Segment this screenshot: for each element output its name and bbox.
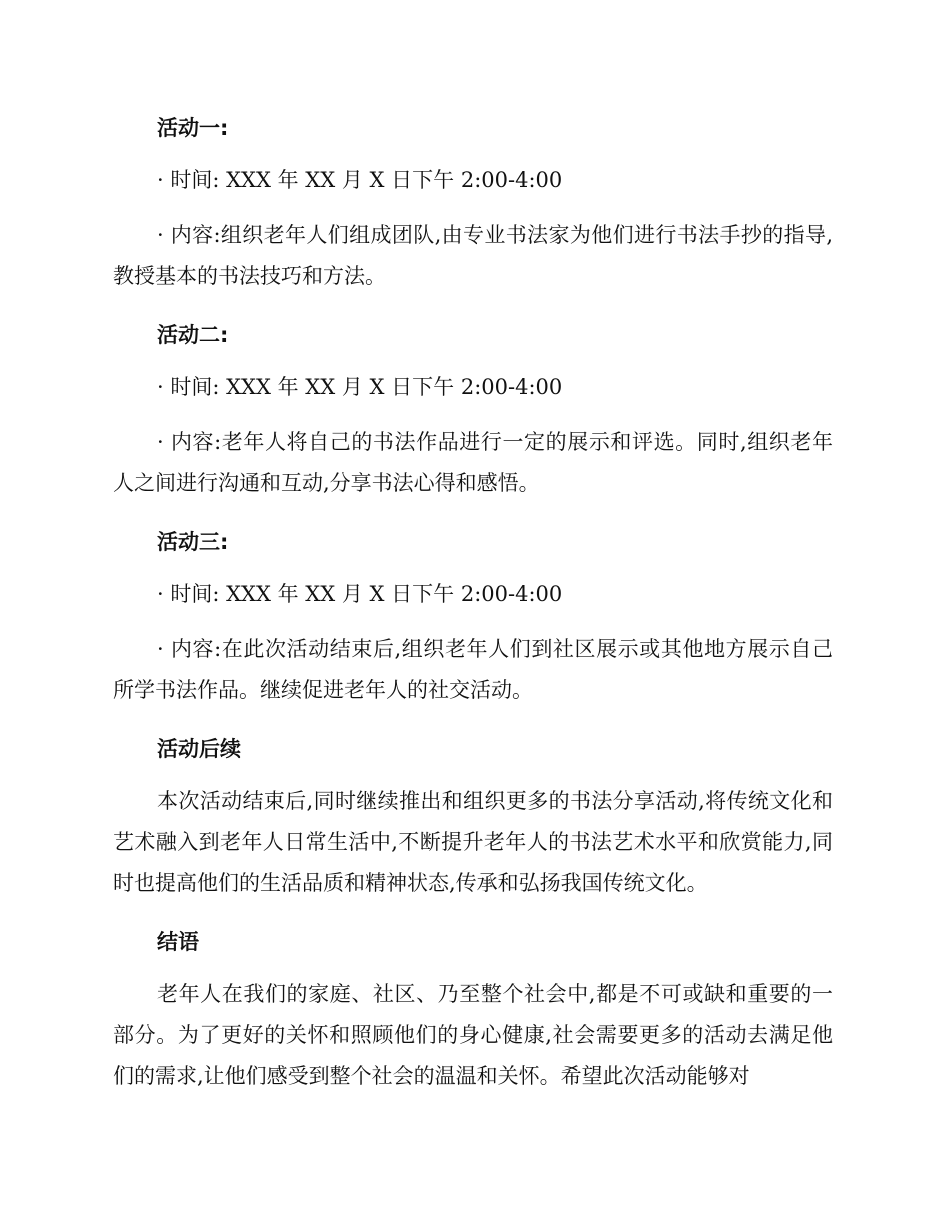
conclusion-body: 老年人在我们的家庭、社区、乃至整个社会中,都是不可或缺和重要的一部分。为了更好的关怀和照顾他们的身心健康,社会需要更多的活动去满足他们的需求,让他们感受到整个社会的温温和关怀。希望此次活动能够对: [113, 982, 833, 1088]
activity2-time: · 时间: XXX 年 XX 月 X 日下午 2:00-4:00: [157, 375, 563, 399]
activity1-time: · 时间: XXX 年 XX 月 X 日下午 2:00-4:00: [157, 168, 563, 192]
activity2-content: · 内容:老年人将自己的书法作品进行一定的展示和评选。同时,组织老年人之间进行沟通和互动,分享书法心得和感悟。: [113, 430, 833, 495]
conclusion-heading: 结语: [157, 930, 199, 954]
followup-heading: 活动后续: [157, 737, 241, 761]
activity1-content: · 内容:组织老年人们组成团队,由专业书法家为他们进行书法手抄的指导,教授基本的书法技巧和方法。: [113, 223, 833, 288]
followup-body: 本次活动结束后,同时继续推出和组织更多的书法分享活动,将传统文化和艺术融入到老年人日常生活中,不断提升老年人的书法艺术水平和欣赏能力,同时也提高他们的生活品质和精神状态,传承和弘扬我国传统文化。: [113, 789, 833, 895]
activity1-heading: 活动一:: [157, 116, 229, 140]
activity3-heading: 活动三:: [157, 530, 229, 554]
activity2-heading: 活动二:: [157, 323, 229, 347]
activity3-content: · 内容:在此次活动结束后,组织老年人们到社区展示或其他地方展示自己所学书法作品。继续促进老年人的社交活动。: [113, 637, 833, 702]
activity3-time: · 时间: XXX 年 XX 月 X 日下午 2:00-4:00: [157, 582, 563, 606]
